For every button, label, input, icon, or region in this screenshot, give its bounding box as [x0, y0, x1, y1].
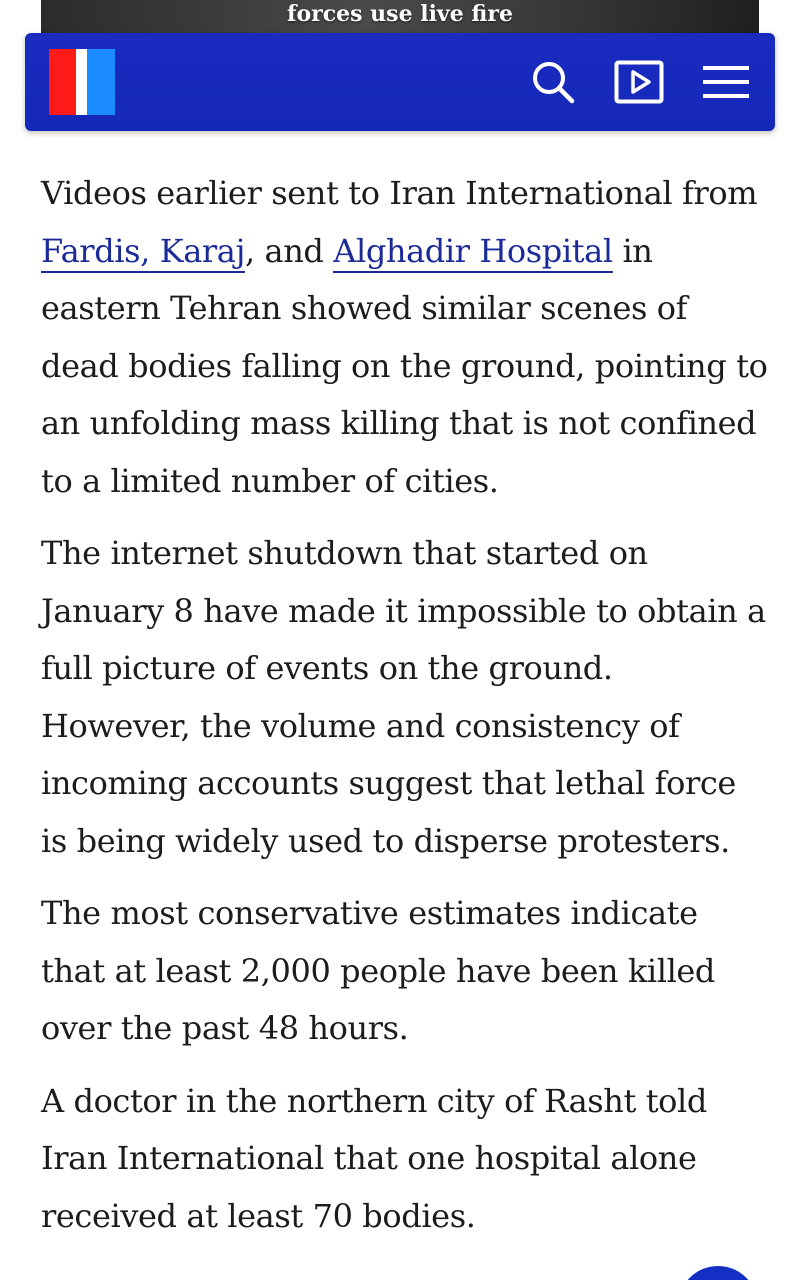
floating-action-button[interactable] [678, 1266, 758, 1280]
paragraph-text: in eastern Tehran showed similar scenes of dead bodies falling on the ground, pointing to an unfolding mass killing that is not confined to a limited number of cities. [41, 231, 768, 500]
paragraph-text: Videos earlier sent to Iran International from [41, 174, 758, 212]
article-paragraph [41, 165, 771, 510]
iran-international-logo[interactable] [49, 49, 115, 115]
search-icon[interactable] [528, 57, 578, 107]
logo-blue-bar [87, 49, 115, 115]
menu-icon[interactable] [701, 57, 751, 107]
fardis-karaj-link[interactable]: Fardis, Karaj [41, 232, 245, 273]
logo-red-bar [49, 49, 76, 115]
video-player-strip[interactable] [41, 0, 759, 34]
logo-white-bar [76, 49, 87, 115]
paragraph-text: , and [244, 231, 334, 270]
video-caption: forces use live fire [287, 1, 513, 27]
article-paragraph: The most conservative estimates indicate that at least 2,000 people have been killed over the past 48 hours. [41, 894, 716, 1047]
site-header [25, 33, 775, 131]
article-body [41, 165, 771, 1260]
video-play-icon[interactable] [614, 57, 664, 107]
article-paragraph: A doctor in the northern city of Rasht told Iran International that one hospital alone received at least 70 bodies. [41, 1081, 707, 1235]
article-paragraph: The internet shutdown that started on January 8 have made it impossible to obtain a full picture of events on the ground. However, the volume and consistency of incoming accounts suggest that lethal force is being widely used to disperse protesters. [41, 534, 766, 860]
alghadir-hospital-link[interactable]: Alghadir Hospital [333, 232, 612, 273]
